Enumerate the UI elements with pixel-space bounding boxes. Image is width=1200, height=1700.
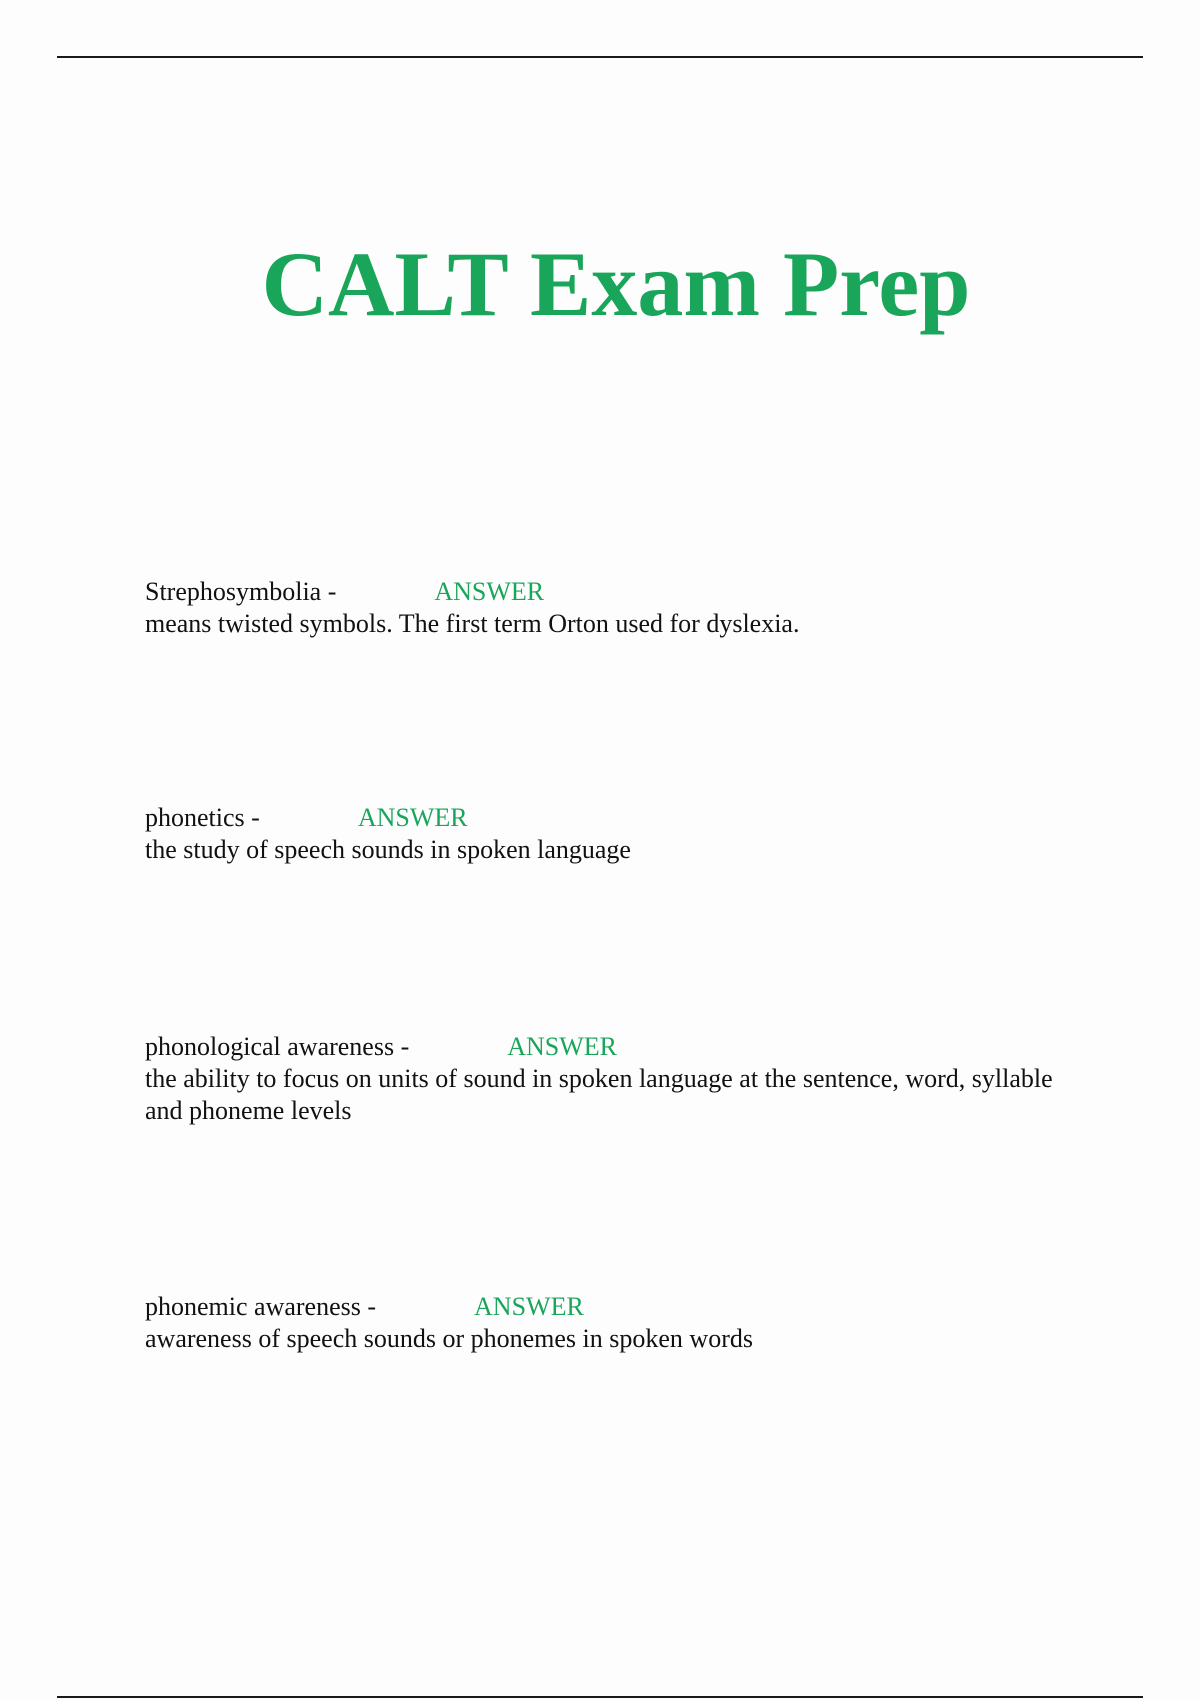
qa-term-line <box>145 1291 1075 1323</box>
qa-item <box>145 1031 1075 1127</box>
qa-item <box>145 576 1075 640</box>
qa-definition: the ability to focus on units of sound in spoken language at the sentence, word, syllable and phoneme levels <box>145 1064 1053 1125</box>
answer-label: ANSWER <box>507 1032 618 1061</box>
qa-term: phonetics - <box>145 803 260 832</box>
qa-term: phonemic awareness - <box>145 1292 377 1321</box>
qa-term-line <box>145 576 1075 608</box>
qa-definition: awareness of speech sounds or phonemes in spoken words <box>145 1324 753 1353</box>
answer-label: ANSWER <box>434 577 545 606</box>
top-rule <box>57 56 1143 58</box>
bottom-rule <box>57 1696 1143 1698</box>
answer-label: ANSWER <box>474 1292 584 1321</box>
qa-term-line <box>145 1031 1075 1063</box>
document-title: CALT Exam Prep <box>261 233 971 335</box>
qa-term: phonological awareness - <box>145 1032 410 1061</box>
qa-term-line <box>145 802 1075 834</box>
answer-label: ANSWER <box>357 803 468 832</box>
qa-term: Strephosymbolia - <box>145 577 337 606</box>
qa-item <box>145 1291 1075 1355</box>
qa-definition: means twisted symbols. The first term Orton used for dyslexia. <box>145 609 800 638</box>
qa-item <box>145 802 1075 866</box>
qa-definition: the study of speech sounds in spoken language <box>145 835 631 864</box>
